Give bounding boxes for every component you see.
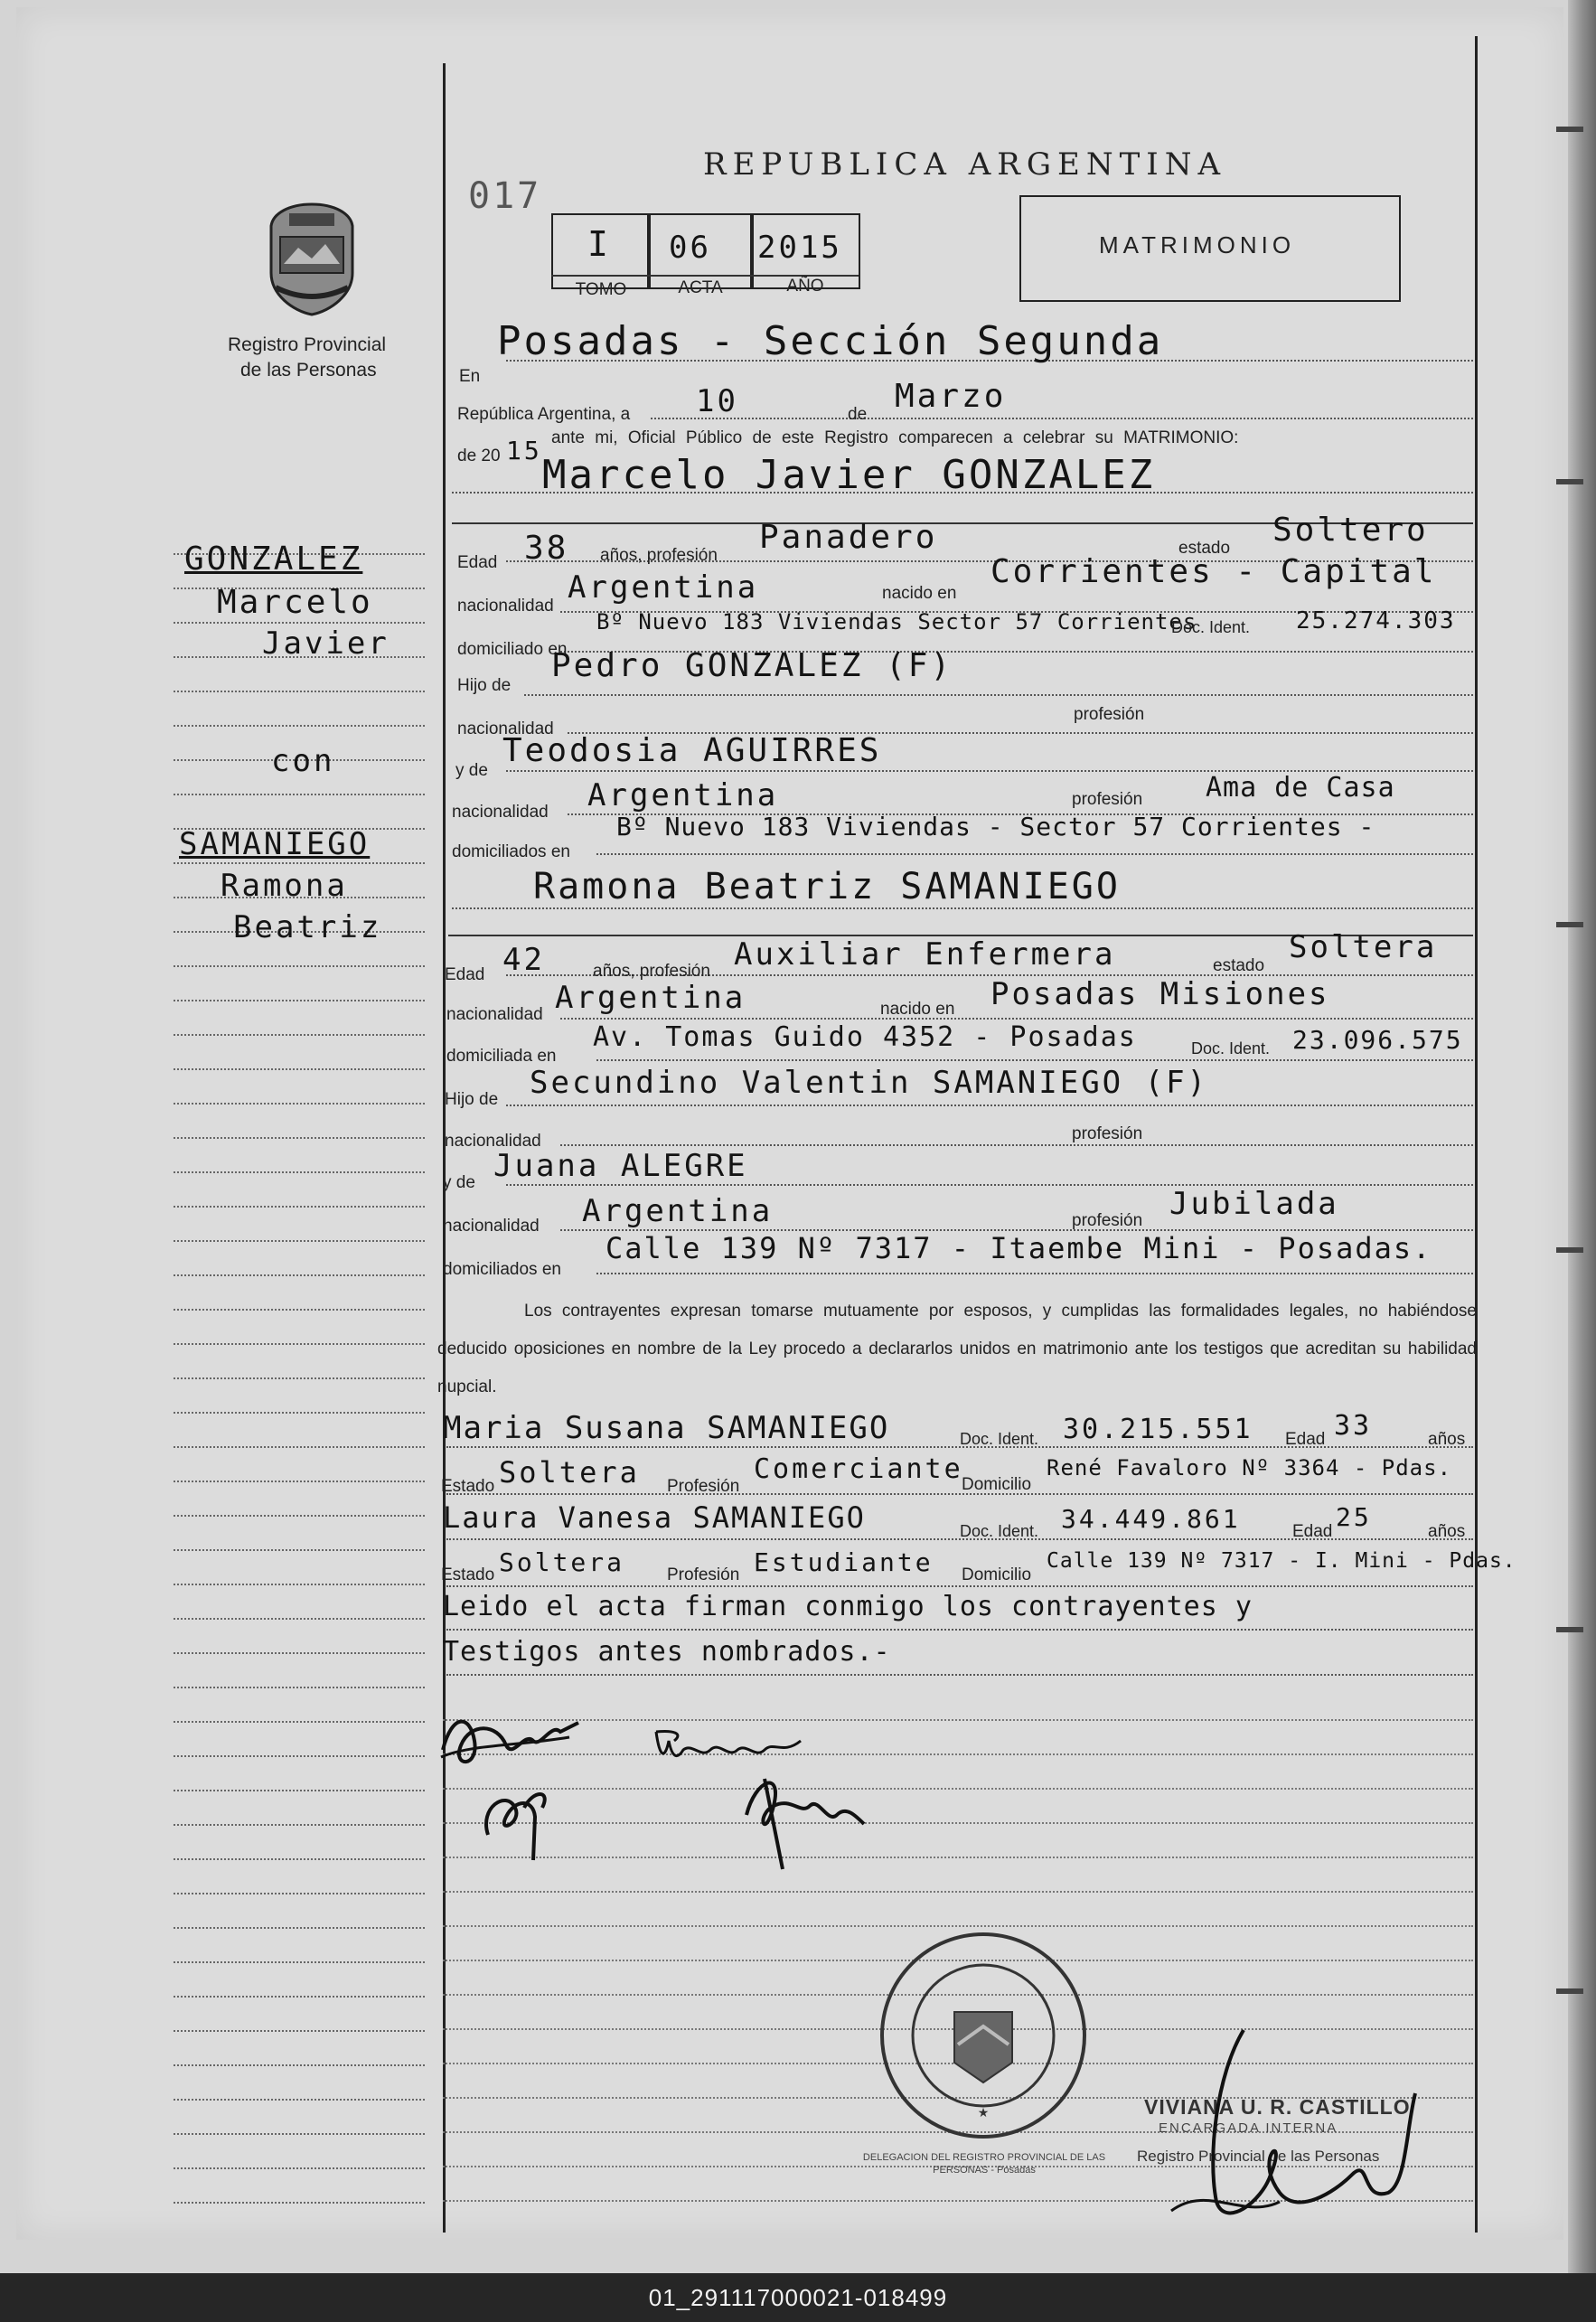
margin-rule (174, 1549, 425, 1551)
bride-edad-label: Edad (445, 965, 485, 984)
margin-bride-given1: Ramona (221, 868, 348, 904)
groom-nacionalidad-label: nacionalidad (457, 597, 554, 616)
margin-rule (174, 1893, 425, 1894)
margin-conjunction: con (271, 743, 335, 779)
bride-domicilio: Av. Tomas Guido 4352 - Posadas (593, 1021, 1137, 1053)
page-rule (443, 1753, 1473, 1755)
rule-bride-2 (560, 1018, 1473, 1020)
witness2-name: Laura Vanesa SAMANIEGO (443, 1500, 866, 1535)
margin-rule (174, 1584, 425, 1585)
witness1-signature (470, 1772, 560, 1862)
officer-title1: ENCARGADA INTERNA (1159, 2120, 1338, 2136)
right-border (1475, 36, 1478, 2233)
margin-rule (174, 1721, 425, 1723)
groom-estado: Soltero (1272, 512, 1429, 549)
margin-rule (174, 1206, 425, 1208)
page-rule (443, 1788, 1473, 1790)
groom-padres-dom: Bº Nuevo 183 Viviendas - Sector 57 Corrientes - (616, 812, 1375, 841)
registry-seal (875, 1927, 1092, 2144)
closing-line1: Leido el acta firman conmigo los contrayentes y (443, 1591, 1253, 1622)
margin-rule (174, 1240, 425, 1242)
groom-padre: Pedro GONZALEZ (F) (551, 647, 953, 684)
rule-witness1-b (446, 1493, 1473, 1495)
margin-rule (174, 1034, 425, 1036)
margin-groom-surname: GONZALEZ (184, 541, 363, 578)
groom-name: Marcelo Javier GONZALEZ (542, 452, 1156, 498)
margin-rule (174, 691, 425, 692)
groom-signature (434, 1705, 587, 1777)
groom-nacido-label: nacido en (882, 584, 957, 603)
margin-rule (174, 1103, 425, 1105)
de-label: de (848, 405, 868, 424)
margin-rule (174, 1274, 425, 1276)
groom-profesion: Panadero (759, 519, 938, 556)
witness2-prof-label: Profesión (667, 1565, 740, 1584)
margin-rule (174, 794, 425, 795)
margin-rule (174, 1343, 425, 1345)
bride-nacionalidad: Argentina (555, 980, 746, 1016)
rule-closing-1 (446, 1629, 1473, 1631)
margin-rule (174, 1618, 425, 1620)
declaration-text: Los contrayentes expresan tomarse mutuamente por esposos, y cumplidas las formalidades legales, no habiéndose deducido oposiciones en nombre de la Ley procedo a declararlos unidos en matrimonio ante los testigos que acreditan su habilidad nupcial. (437, 1302, 1477, 1396)
bride-nacido: Posadas Misiones (990, 976, 1330, 1012)
groom-doc-label: Doc. Ident. (1171, 618, 1251, 636)
margin-rule (174, 1000, 425, 1001)
officer-signature (1135, 2021, 1433, 2229)
bride-nacionalidad-label: nacionalidad (446, 1005, 543, 1024)
en-label: En (459, 367, 481, 386)
witness2-doc: 34.449.861 (1061, 1504, 1241, 1534)
margin-rule (174, 1515, 425, 1517)
witness1-estado: Soltera (499, 1455, 640, 1490)
margin-rule (174, 1171, 425, 1173)
stamp-number: 017 (468, 175, 542, 217)
bride-padres-dom-label: domiciliados en (443, 1260, 561, 1279)
ante-text: ante mi, Oficial Público de este Registro comparecen a celebrar su MATRIMONIO: (551, 428, 1239, 447)
groom-hijo-label: Hijo de (457, 676, 512, 695)
margin-bride-surname: SAMANIEGO (179, 826, 371, 862)
groom-madre-prof: Ama de Casa (1206, 772, 1395, 804)
witness1-prof-label: Profesión (667, 1477, 740, 1496)
rule-bride-3 (596, 1059, 1473, 1061)
witness2-edad: 25 (1336, 1502, 1372, 1532)
bride-hijo-label: Hijo de (445, 1090, 499, 1109)
witness1-anios-label: años (1428, 1430, 1466, 1449)
witness1-name: Maria Susana SAMANIEGO (443, 1410, 890, 1446)
rule-groom-4 (524, 694, 1473, 696)
tomo-label: TOMO (575, 280, 627, 299)
rule-bride-4 (506, 1105, 1473, 1106)
page-rule (443, 1719, 1473, 1721)
witness1-doc-label: Doc. Ident. (960, 1430, 1039, 1448)
page-rule (443, 1857, 1473, 1858)
margin-rule (174, 1961, 425, 1963)
scan-file-id: 01_291117000021-018499 (0, 2273, 1596, 2322)
officer-title2: Registro Provincial de las Personas (1137, 2148, 1380, 2165)
margin-rule (174, 725, 425, 727)
bride-padre-nac-label: nacionalidad (445, 1132, 541, 1151)
bride-padre: Secundino Valentin SAMANIEGO (F) (530, 1065, 1209, 1101)
binding-edge (1568, 0, 1596, 2273)
anio-label: AÑO (786, 277, 824, 296)
registry-label-line1: Registro Provincial (228, 334, 387, 355)
registry-label-line2: de las Personas (240, 360, 377, 381)
margin-rule (174, 862, 425, 864)
bride-profesion: Auxiliar Enfermera (734, 936, 1116, 973)
margin-rule (174, 2099, 425, 2101)
republica-label: República Argentina, a (457, 405, 631, 424)
margin-rule (174, 2133, 425, 2135)
margin-bride-given2: Beatriz (233, 909, 382, 945)
groom-doc: 25.274.303 (1296, 607, 1456, 635)
margin-rule (174, 622, 425, 624)
margin-rule (174, 2064, 425, 2066)
rule-groom-8 (596, 853, 1473, 855)
closing-line2: Testigos antes nombrados.- (443, 1636, 891, 1668)
groom-padre-prof-label: profesión (1074, 705, 1145, 724)
registry-coat-of-arms-icon (262, 201, 361, 318)
acta-label: ACTA (678, 278, 723, 297)
groom-madre-nac: Argentina (587, 777, 779, 813)
groom-yde-label: y de (455, 761, 488, 780)
groom-edad-label: Edad (457, 553, 498, 572)
bride-madre-nac: Argentina (582, 1193, 774, 1229)
groom-domicilio: Bº Nuevo 183 Viviendas Sector 57 Corrientes (596, 609, 1197, 635)
witness1-domicilio: René Favaloro Nº 3364 - Pdas. (1047, 1455, 1452, 1481)
page-rule (443, 1822, 1473, 1824)
bride-padre-prof-label: profesión (1072, 1124, 1143, 1143)
bride-madre-nac-label: nacionalidad (443, 1217, 540, 1236)
bride-name: Ramona Beatriz SAMANIEGO (533, 866, 1121, 907)
groom-profesion-label: años, profesión (600, 546, 718, 565)
bride-padres-dom: Calle 139 Nº 7317 - Itaembe Mini - Posadas. (606, 1231, 1432, 1265)
groom-padre-nac-label: nacionalidad (457, 719, 554, 738)
record-type: MATRIMONIO (1099, 231, 1296, 259)
witness2-dom-label: Domicilio (962, 1565, 1032, 1584)
year-label: de 20 (457, 447, 501, 465)
margin-groom-given1: Marcelo (217, 584, 373, 621)
rule-bride-5 (560, 1144, 1473, 1146)
acta-value: 06 (669, 230, 711, 266)
witness1-estado-label: Estado (441, 1477, 495, 1496)
witness1-edad: 33 (1334, 1410, 1373, 1442)
margin-rule (174, 2202, 425, 2204)
margin-rule (174, 1858, 425, 1860)
page-rule (443, 1891, 1473, 1893)
margin-rule (174, 1927, 425, 1929)
groom-nacionalidad: Argentina (568, 569, 759, 606)
margin-rule (174, 1377, 425, 1379)
margin-rule (174, 1412, 425, 1414)
margin-rule (174, 1996, 425, 1998)
margin-rule (174, 1687, 425, 1688)
groom-madre-nac-label: nacionalidad (452, 803, 549, 822)
margin-rule (174, 1068, 425, 1070)
rule-closing-2 (446, 1674, 1473, 1676)
margin-rule (174, 1652, 425, 1654)
place-value: Posadas - Sección Segunda (497, 318, 1164, 364)
bride-estado: Soltera (1289, 929, 1438, 965)
groom-madre-prof-label: profesión (1072, 790, 1143, 809)
witness2-anios-label: años (1428, 1522, 1466, 1541)
margin-rule (174, 2167, 425, 2169)
groom-madre: Teodosia AGUIRRES (502, 732, 882, 769)
groom-padres-dom-label: domiciliados en (452, 842, 570, 861)
margin-rule (174, 1755, 425, 1757)
witness1-edad-label: Edad (1285, 1430, 1326, 1449)
bride-profesion-label: años, profesión (593, 962, 710, 981)
svg-text:★: ★ (977, 2106, 990, 2120)
margin-rule (174, 1790, 425, 1791)
country-title: REPUBLICA ARGENTINA (703, 146, 1227, 183)
bride-yde-label: y de (443, 1173, 475, 1192)
witness2-edad-label: Edad (1292, 1522, 1333, 1541)
bride-domicilio-label: domiciliada en (446, 1047, 557, 1066)
witness2-estado-label: Estado (441, 1565, 495, 1584)
bride-doc-label: Doc. Ident. (1191, 1039, 1271, 1058)
rule-bride-name (452, 907, 1473, 909)
year-value: 15 (506, 436, 542, 465)
officer-name: VIVIANA U. R. CASTILLO (1144, 2095, 1411, 2119)
bride-estado-label: estado (1213, 956, 1265, 975)
margin-rule (174, 2030, 425, 2032)
rule-witness2-b (446, 1585, 1473, 1587)
rule-date (651, 418, 1473, 419)
tomo-value: I (587, 224, 611, 264)
margin-rule (174, 1824, 425, 1826)
groom-estado-label: estado (1178, 539, 1231, 558)
rule-bride-8 (596, 1273, 1473, 1274)
witness2-signature (728, 1761, 873, 1878)
bride-doc: 23.096.575 (1292, 1025, 1463, 1055)
margin-rule (174, 965, 425, 967)
margin-rule (174, 1446, 425, 1448)
margin-rule (174, 1309, 425, 1311)
witness1-doc: 30.215.551 (1063, 1414, 1253, 1445)
bride-nacido-label: nacido en (880, 1000, 955, 1019)
month-value: Marzo (895, 378, 1007, 415)
witness1-dom-label: Domicilio (962, 1475, 1032, 1494)
witness2-profesion: Estudiante (754, 1547, 934, 1577)
witness2-estado: Soltera (499, 1547, 625, 1577)
bride-edad: 42 (502, 942, 545, 978)
groom-domicilio-label: domiciliado en (457, 640, 568, 659)
margin-rule (174, 1481, 425, 1482)
groom-edad: 38 (524, 530, 569, 567)
witness2-domicilio: Calle 139 Nº 7317 - I. Mini - Pdas. (1047, 1549, 1516, 1573)
bride-madre-prof: Jubilada (1169, 1186, 1339, 1222)
margin-groom-given2: Javier (262, 625, 390, 662)
margin-rule (174, 1137, 425, 1139)
witness1-profesion: Comerciante (754, 1453, 963, 1485)
bride-madre: Juana ALEGRE (493, 1148, 748, 1184)
witness2-doc-label: Doc. Ident. (960, 1522, 1039, 1540)
seal-text: DELEGACION DEL REGISTRO PROVINCIAL DE LAS PERSONAS - Posadas (862, 2152, 1106, 2176)
anio-value: 2015 (757, 230, 842, 266)
groom-nacido: Corrientes - Capital (990, 553, 1437, 590)
bride-madre-prof-label: profesión (1072, 1211, 1143, 1230)
day-value: 10 (696, 383, 738, 419)
